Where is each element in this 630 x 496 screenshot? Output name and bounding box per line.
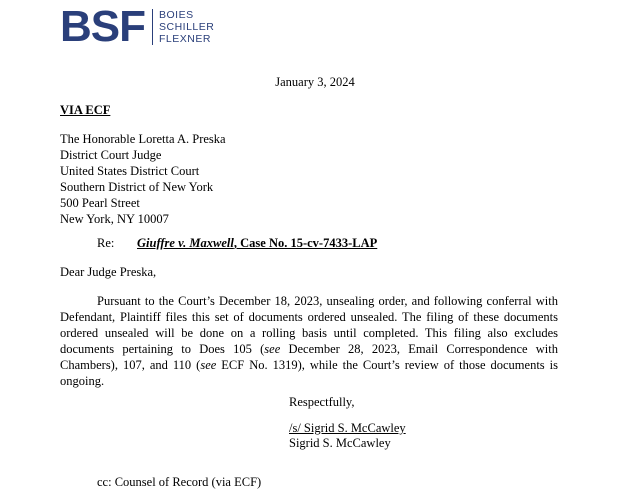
body-text-segment: ECF No. 1319), while the Court’s review of those documents is ongoing. [60, 358, 558, 388]
body-text-segment: Pursuant to the Court’s December 18, 2023, unsealing order, and following conferral with Defendant, Plaintiff files this set of documents ordered unsealed. The filing of these documents ordered unsealed will be done on a rolling basis until completed. This filing also excludes documents pertaining to Does 105 ( [60, 294, 558, 356]
address-line: 500 Pearl Street [60, 196, 140, 210]
delivery-method: VIA ECF [60, 103, 111, 117]
address-line: United States District Court [60, 164, 200, 178]
body-paragraph [60, 293, 558, 389]
firm-logo [60, 2, 215, 51]
logo-word: BOIES [159, 9, 194, 21]
case-name: Giuffre v. Maxwell [137, 236, 234, 250]
case-number: , Case No. 15-cv-7433-LAP [233, 236, 378, 250]
re-line [97, 235, 377, 251]
address-line: New York, NY 10007 [60, 212, 169, 226]
salutation: Dear Judge Preska, [60, 265, 157, 279]
electronic-signature-text: /s/ Sigrid S. McCawley [289, 421, 406, 435]
closing: Respectfully, [289, 395, 355, 409]
re-label: Re: [97, 236, 115, 250]
cc-line: cc: Counsel of Record (via ECF) [97, 475, 262, 489]
re-subject [137, 235, 377, 251]
electronic-signature [289, 420, 431, 436]
logo-firm-name [159, 9, 214, 45]
logo-word: FLEXNER [159, 33, 211, 45]
body-emphasis: see [264, 342, 281, 356]
address-line: Southern District of New York [60, 180, 214, 194]
letter-date: January 3, 2024 [275, 75, 355, 89]
address-line: The Honorable Loretta A. Preska [60, 132, 226, 146]
addressee-block [60, 131, 226, 227]
logo-word: SCHILLER [159, 21, 215, 33]
body-text-segment: December 28, 2023, Email Correspondence with Chambers), 107, and 110 ( [60, 342, 558, 372]
logo-mark: BSF [60, 2, 145, 51]
logo-divider [152, 9, 153, 45]
body-emphasis: see [200, 358, 217, 372]
signer-name: Sigrid S. McCawley [289, 436, 391, 450]
address-line: District Court Judge [60, 148, 162, 162]
